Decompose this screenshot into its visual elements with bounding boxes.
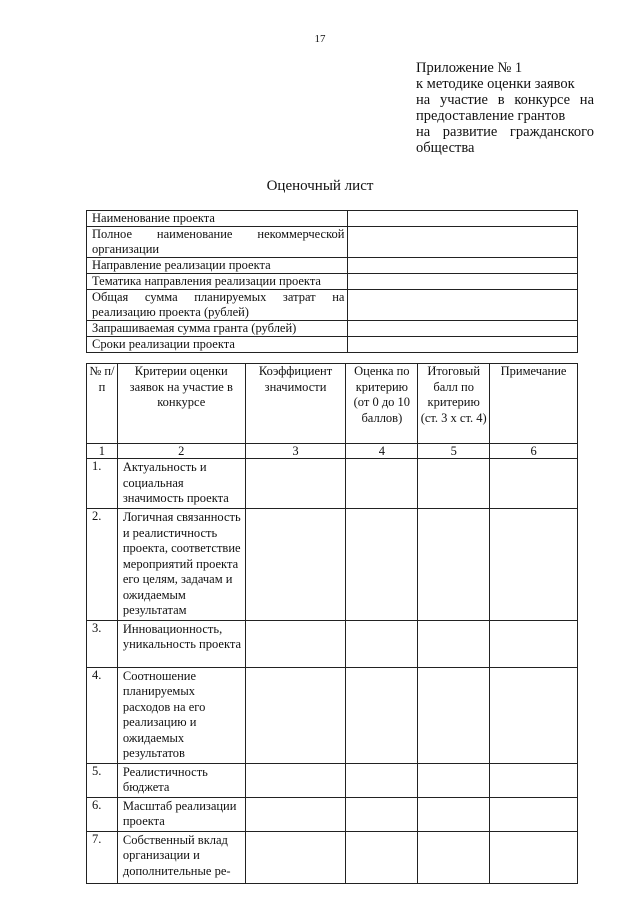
table-row (87, 290, 578, 321)
table-row (87, 620, 578, 667)
criterion-text: Соотношение планируемых расходов на его реализацию и ожидаемых результатов (117, 667, 245, 763)
project-name-label: Наименование проекта (87, 211, 348, 227)
header-total: Итоговый балл по критерию (ст. 3 х ст. 4) (418, 364, 490, 444)
note-cell[interactable] (490, 763, 578, 797)
total-cell[interactable] (418, 459, 490, 509)
total-cell[interactable] (418, 667, 490, 763)
header-criterion: Критерии оценки заявок на участие в конкурсе (117, 364, 245, 444)
coefficient-cell[interactable] (245, 620, 346, 667)
note-cell[interactable] (490, 509, 578, 621)
grant-amount-label: Запрашиваемая сумма гранта (рублей) (87, 321, 348, 337)
criterion-text: Масштаб реализации проекта (117, 797, 245, 831)
note-cell[interactable] (490, 620, 578, 667)
column-number: 2 (117, 444, 245, 459)
column-number: 4 (346, 444, 418, 459)
direction-label: Направление реализации проекта (87, 258, 348, 274)
table-row (87, 831, 578, 883)
row-number: 3. (87, 620, 118, 667)
header-note: Примечание (490, 364, 578, 444)
table-row (87, 321, 578, 337)
appendix-line: предоставление грантов (416, 108, 566, 124)
note-cell[interactable] (490, 797, 578, 831)
score-cell[interactable] (346, 797, 418, 831)
score-cell[interactable] (346, 509, 418, 621)
column-number-row (87, 444, 578, 459)
score-cell[interactable] (346, 620, 418, 667)
column-number: 1 (87, 444, 118, 459)
total-cell[interactable] (418, 620, 490, 667)
table-row (87, 797, 578, 831)
appendix-header (416, 60, 594, 156)
row-number: 6. (87, 797, 118, 831)
criterion-text: Реалистичность бюджета (117, 763, 245, 797)
row-number: 4. (87, 667, 118, 763)
timeline-value[interactable] (348, 337, 578, 353)
coefficient-cell[interactable] (245, 763, 346, 797)
coefficient-cell[interactable] (245, 667, 346, 763)
table-row (87, 667, 578, 763)
note-cell[interactable] (490, 667, 578, 763)
score-cell[interactable] (346, 831, 418, 883)
total-cell[interactable] (418, 509, 490, 621)
column-number: 3 (245, 444, 346, 459)
row-number: 7. (87, 831, 118, 883)
topic-label: Тематика направления реализации проекта (87, 274, 348, 290)
topic-value[interactable] (348, 274, 578, 290)
organization-name-value[interactable] (348, 227, 578, 258)
header-coefficient: Коэффициент значимости (245, 364, 346, 444)
table-row (87, 459, 578, 509)
table-row (87, 211, 578, 227)
criterion-text: Актуальность и социальная значимость проекта (117, 459, 245, 509)
organization-name-label: Полное наименование некоммерческой организации (87, 227, 348, 258)
coefficient-cell[interactable] (245, 831, 346, 883)
score-cell[interactable] (346, 459, 418, 509)
table-row (87, 337, 578, 353)
criterion-text: Собственный вклад организации и дополнительные ре- (117, 831, 245, 883)
total-cell[interactable] (418, 831, 490, 883)
total-cost-label: Общая сумма планируемых затрат на реализацию проекта (рублей) (87, 290, 348, 321)
table-header-row (87, 364, 578, 444)
document-title: Оценочный лист (266, 178, 374, 194)
total-cell[interactable] (418, 797, 490, 831)
criterion-text: Инновационность, уникальность проекта (117, 620, 245, 667)
timeline-label: Сроки реализации проекта (87, 337, 348, 353)
direction-value[interactable] (348, 258, 578, 274)
total-cell[interactable] (418, 763, 490, 797)
appendix-line: на развитие гражданского (416, 124, 594, 140)
coefficient-cell[interactable] (245, 509, 346, 621)
appendix-line: общества (416, 140, 475, 156)
note-cell[interactable] (490, 459, 578, 509)
criteria-table (86, 363, 578, 884)
appendix-line: Приложение № 1 (416, 60, 523, 76)
coefficient-cell[interactable] (245, 459, 346, 509)
row-number: 2. (87, 509, 118, 621)
row-number: 5. (87, 763, 118, 797)
header-number: № п/п (87, 364, 118, 444)
grant-amount-value[interactable] (348, 321, 578, 337)
table-row (87, 227, 578, 258)
appendix-line: на участие в конкурсе на (416, 92, 594, 108)
table-row (87, 763, 578, 797)
table-row (87, 509, 578, 621)
note-cell[interactable] (490, 831, 578, 883)
table-row (87, 274, 578, 290)
column-number: 5 (418, 444, 490, 459)
criterion-text: Логичная связанность и реалистичность проекта, соответствие мероприятий проекта его целям, задачам и ожидаемым результатам (117, 509, 245, 621)
project-info-table (86, 210, 578, 353)
table-row (87, 258, 578, 274)
total-cost-value[interactable] (348, 290, 578, 321)
score-cell[interactable] (346, 667, 418, 763)
header-score: Оценка по критерию (от 0 до 10 баллов) (346, 364, 418, 444)
page-number: 17 (314, 33, 326, 45)
coefficient-cell[interactable] (245, 797, 346, 831)
column-number: 6 (490, 444, 578, 459)
appendix-line: к методике оценки заявок (416, 76, 575, 92)
row-number: 1. (87, 459, 118, 509)
score-cell[interactable] (346, 763, 418, 797)
project-name-value[interactable] (348, 211, 578, 227)
